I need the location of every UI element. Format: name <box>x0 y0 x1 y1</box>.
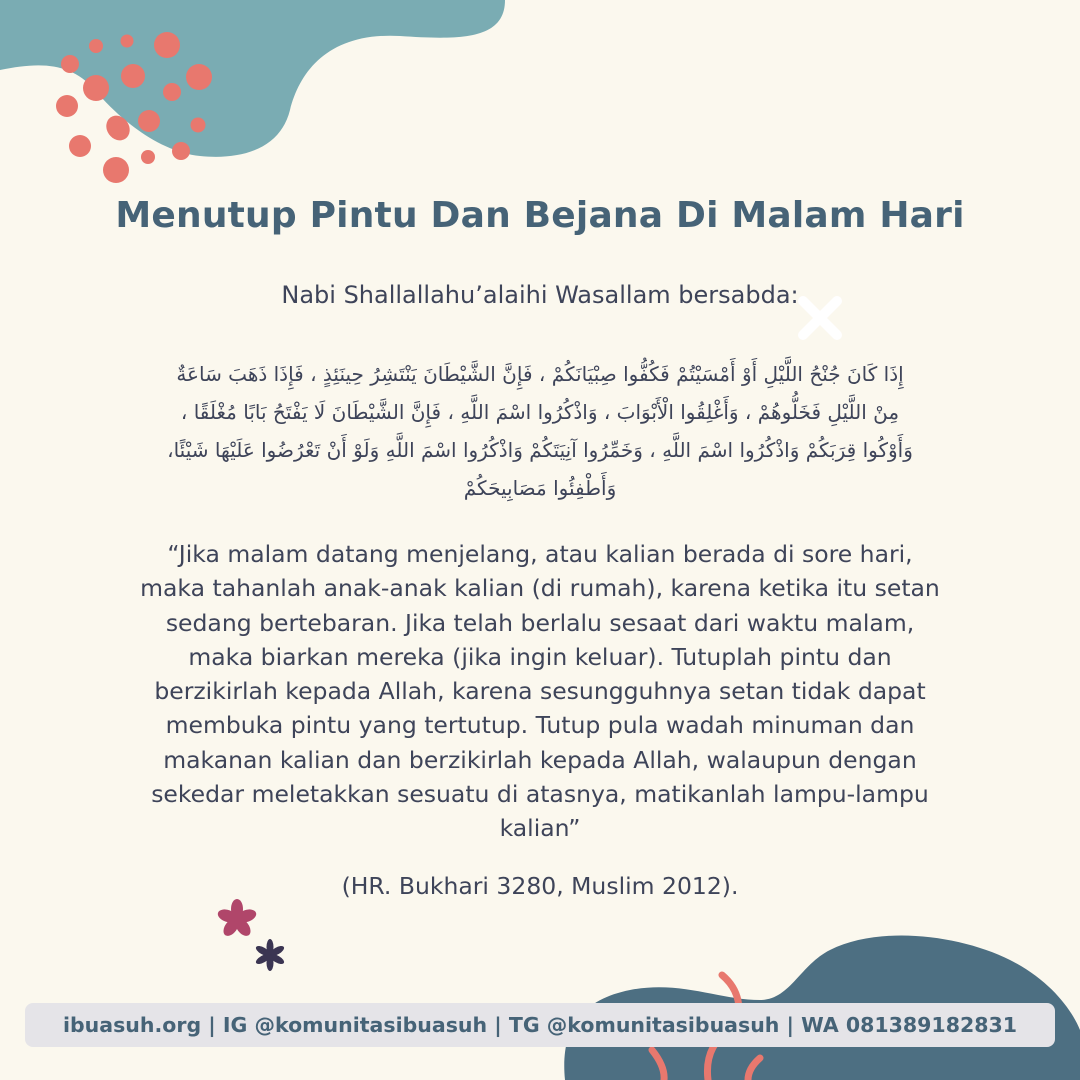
pink-flower-icon <box>216 899 258 939</box>
citation-text: (HR. Bukhari 3280, Muslim 2012). <box>341 872 739 900</box>
page-title: Menutup Pintu Dan Bejana Di Malam Hari <box>115 195 965 236</box>
footer-contact-text: ibuasuh.org | IG @komunitasibuasuh | TG @komunitasibuasuh | WA 081389182831 <box>62 1013 1018 1037</box>
translation-line: kalian” <box>499 814 581 843</box>
footer-bar <box>25 1003 1055 1047</box>
translation-line: maka biarkan mereka (jika ingin keluar). Tutuplah pintu dan <box>188 642 892 671</box>
translation-line: sekedar meletakkan sesuatu di atasnya, matikanlah lampu-lampu <box>151 780 929 809</box>
translation-text <box>105 537 975 846</box>
intro-text: Nabi Shallallahu’alaihi Wasallam bersabda: <box>281 281 799 309</box>
arabic-line: وَأَطْفِئُوا مَصَابِيحَكُمْ <box>463 476 617 500</box>
arabic-line: وَأَوْكُوا قِرَبَكُمْ وَاذْكُرُوا اسْمَ اللَّهِ ، وَخَمِّرُوا آنِيَتَكُمْ وَاذْكُرُوا اسْمَ اللَّهِ وَلَوْ أَنْ تَعْرُضُوا عَلَيْهَا شَيْئًا، <box>167 438 913 462</box>
translation-line: membuka pintu yang tertutup. Tutup pula wadah minuman dan <box>165 711 915 740</box>
dark-flower-icon <box>254 939 285 971</box>
translation-line: maka tahanlah anak-anak kalian (di rumah), karena ketika itu setan <box>140 574 940 603</box>
translation-line: sedang bertebaran. Jika telah berlalu sesaat dari waktu malam, <box>165 608 915 637</box>
arabic-line: إِذَا كَانَ جُنْحُ اللَّيْلِ أَوْ أَمْسَيْتُمْ فَكُفُّوا صِبْيَانَكُمْ ، فَإِنَّ الشَّيْطَانَ يَنْتَشِرُ حِينَئِذٍ ، فَإِذَا ذَهَبَ سَاعَةٌ <box>176 362 904 386</box>
teal-blob-shape <box>0 0 505 157</box>
arabic-hadith-text <box>112 355 968 507</box>
translation-line: berzikirlah kepada Allah, karena sesungguhnya setan tidak dapat <box>154 677 926 706</box>
translation-line: “Jika malam datang menjelang, atau kalian berada di sore hari, <box>167 540 913 568</box>
translation-line: makanan kalian dan berzikirlah kepada Allah, walaupun dengan <box>163 745 917 774</box>
arabic-line: مِنْ اللَّيْلِ فَخَلُّوهُمْ ، وَأَغْلِقُوا الْأَبْوَابَ ، وَاذْكُرُوا اسْمَ اللَّهِ ، فَإِنَّ الشَّيْطَانَ لَا يَفْتَحُ بَابًا مُغْلَقًا ، <box>180 400 900 424</box>
